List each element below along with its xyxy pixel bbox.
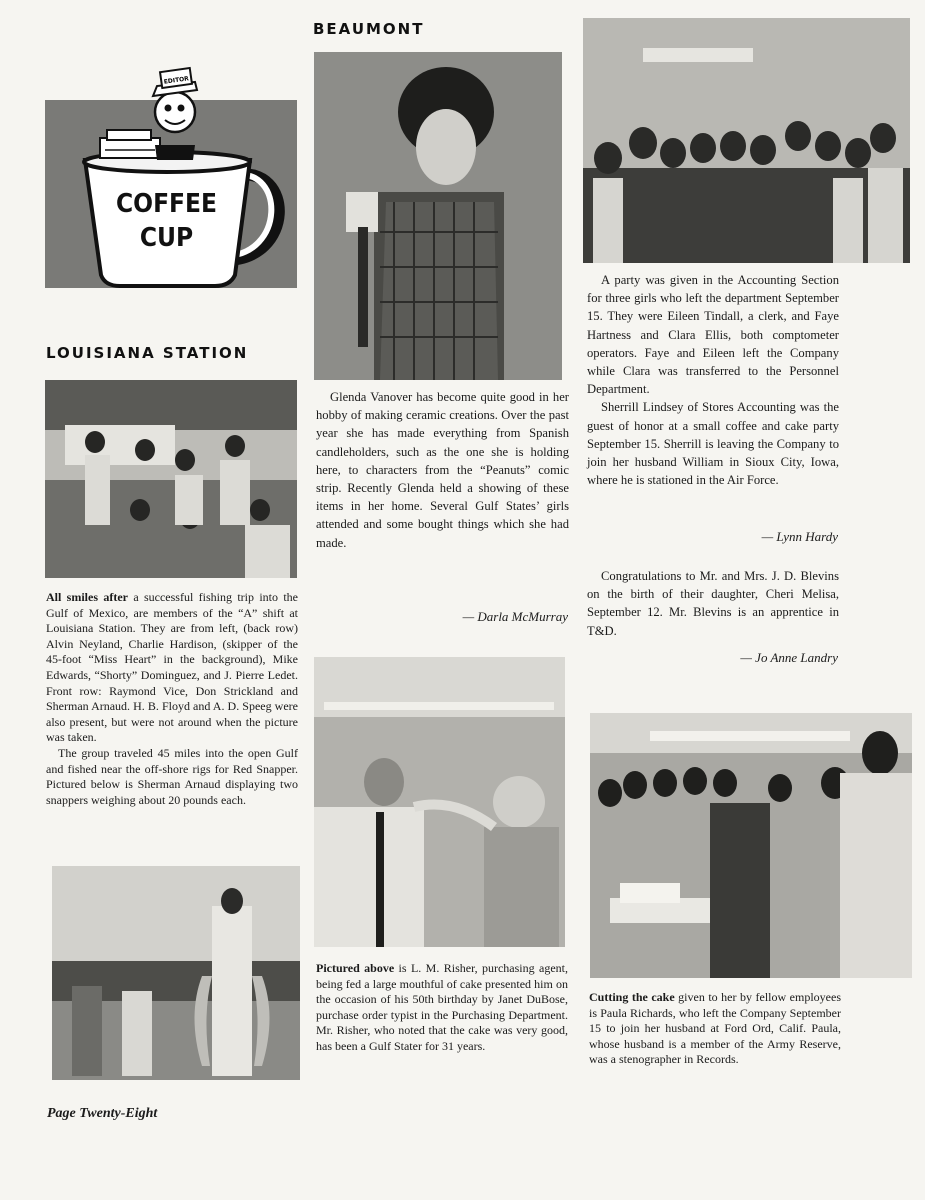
photo-cutting-cake	[590, 713, 912, 978]
signature-jo-anne-landry: — Jo Anne Landry	[740, 650, 838, 665]
photo-sherman-snappers	[52, 866, 300, 1080]
photo-risher-cake	[314, 657, 565, 947]
accounting-paragraph-2: Sherrill Lindsey of Stores Accounting was the guest of honor at a small coffee and cake party September 15. Sherrill is leaving the Company to join her husband William in Sioux City, Iowa, where he is stationed in the Air Force.	[587, 400, 839, 488]
hat-label: EDITOR	[163, 75, 190, 86]
risher-caption	[316, 961, 568, 1055]
fishing-caption	[46, 590, 298, 808]
blevins-article	[587, 567, 839, 640]
risher-caption-lead: Pictured above	[316, 961, 395, 975]
photo-fishing-group	[45, 380, 297, 578]
coffee-cup-logo	[45, 75, 297, 288]
fishing-caption-paragraph-2: The group traveled 45 miles into the open Gulf and fished near the off-shore rigs for Red Snapper. Pictured below is Sherman Arnaud displaying two snappers weighing about 20 pounds each.	[46, 745, 298, 807]
blevins-paragraph: Congratulations to Mr. and Mrs. J. D. Blevins on the birth of their daughter, Cheri Melisa, September 12. Mr. Blevins is an apprentice in T&D.	[587, 569, 839, 638]
page-number: Page Twenty-Eight	[47, 1106, 158, 1121]
photo-glenda-candleholder	[314, 52, 562, 380]
risher-caption-text: is L. M. Risher, purchasing agent, being fed a large mouthful of cake presented him on the occasion of his 50th birthday by Janet DuBose, purchase order typist in the Purchasing Department. Mr. Risher, who noted that the cake was very good, has been a Gulf Stater for 31 years.	[316, 961, 568, 1053]
heading-louisiana-station: LOUISIANA STATION	[46, 344, 249, 362]
heading-beaumont: BEAUMONT	[313, 20, 425, 38]
glenda-article-text: Glenda Vanover has become quite good in her hobby of making ceramic creations. Over the past year she has made everything from Spanish candleholders, such as the one she is holding here, to characters from the “Peanuts” comic strip. Recently Glenda held a showing of these items in her home. Several Gulf States’ girls attended and some bought things which she had made.	[316, 390, 569, 550]
fishing-caption-text: a successful fishing trip into the Gulf of Mexico, are members of the “A” shift at Louisiana Station. They are from left, (back row) Alvin Neyland, Charlie Hardison, (skipper of the 45-foot “Miss Heart” in the background), Mike Edwards, “Shorty” Dominguez, and J. Pierre Ledet. Front row: Raymond Vice, Don Strickland and Sherman Arnaud. H. B. Floyd and A. D. Speeg were also present, but were not around when the picture was taken.	[46, 590, 298, 745]
fishing-caption-paragraph-1	[46, 590, 298, 746]
photo-accounting-party	[583, 18, 910, 263]
signature-darla-mcmurray: — Darla McMurray	[462, 609, 568, 624]
coffee-cup-illustration	[45, 60, 297, 288]
glenda-article	[316, 388, 569, 552]
logo-title-line1: COFFEE	[116, 187, 217, 219]
cake-caption	[589, 990, 841, 1068]
signature-lynn-hardy: — Lynn Hardy	[761, 529, 838, 544]
fishing-caption-lead: All smiles after	[46, 590, 128, 604]
accounting-article	[587, 271, 839, 489]
cake-caption-lead: Cutting the cake	[589, 990, 675, 1004]
accounting-paragraph-1: A party was given in the Accounting Section for three girls who left the department September 15. They were Eileen Tindall, a clerk, and Faye Hartness and Clara Ellis, both comptometer operators. Faye and Eileen left the Company while Clara was transferred to the Personnel Department.	[587, 273, 839, 397]
logo-title-line2: CUP	[139, 221, 194, 253]
cake-caption-text: given to her by fellow employees is Paula Richards, who left the Company September 15 to join her husband at Ford Ord, Calif. Paula, whose husband is a member of the Army Reserve, was a stenographer in Records.	[589, 990, 841, 1067]
